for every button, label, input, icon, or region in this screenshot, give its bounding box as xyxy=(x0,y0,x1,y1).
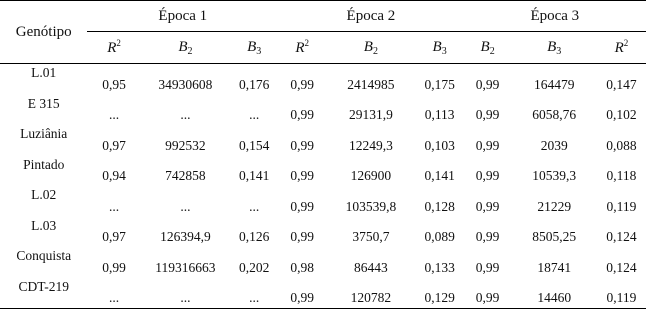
value-cell: 0,202 xyxy=(238,259,270,275)
value-cell: 164479 xyxy=(533,76,575,92)
value-cell: 3750,7 xyxy=(352,229,390,244)
value-cell: 0,118 xyxy=(606,168,637,183)
value-cell: 120782 xyxy=(326,278,416,309)
value-cell: 0,128 xyxy=(424,198,455,214)
value-cell: 0,124 xyxy=(606,259,637,275)
value-cell: 0,99 xyxy=(278,278,326,309)
genotype-cell: E 315 xyxy=(27,95,60,111)
value-cell: 0,97 xyxy=(102,229,126,244)
value-cell: 29131,9 xyxy=(348,107,393,122)
value-cell: 0,141 xyxy=(238,168,270,183)
param-header: $B_2$ xyxy=(141,32,231,64)
table-header xyxy=(0,1,646,64)
genotype-cell: Pintado xyxy=(23,156,65,172)
value-cell: ... xyxy=(249,198,260,214)
table-body xyxy=(0,64,646,309)
value-cell: ... xyxy=(180,107,191,122)
value-cell: 0,99 xyxy=(290,137,314,153)
table-row xyxy=(0,95,646,126)
value-cell: 126394,9 xyxy=(160,229,211,244)
genotype-cell: L.03 xyxy=(31,217,57,233)
value-cell: 0,089 xyxy=(424,229,455,244)
table-row xyxy=(0,278,646,309)
value-cell: 0,99 xyxy=(290,107,314,122)
value-cell: 0,99 xyxy=(464,278,512,309)
param-header: $B_2$ xyxy=(464,32,512,64)
value-cell: 992532 xyxy=(165,137,206,153)
value-cell: 0,98 xyxy=(290,259,314,275)
value-cell: 8505,25 xyxy=(532,229,577,244)
value-cell: 0,94 xyxy=(102,168,126,183)
value-cell: 103539,8 xyxy=(345,198,397,214)
value-cell: 18741 xyxy=(537,259,572,275)
value-cell: ... xyxy=(108,198,120,214)
value-cell: 0,99 xyxy=(475,168,500,183)
value-cell: 86443 xyxy=(354,259,388,275)
value-cell: 742858 xyxy=(165,168,206,183)
value-cell: 119316663 xyxy=(155,259,216,275)
value-cell: 0,141 xyxy=(424,168,455,183)
value-cell: ... xyxy=(230,278,278,309)
param-header: $R^2$ xyxy=(278,32,326,64)
value-cell: 0,99 xyxy=(290,168,314,183)
value-cell: 2414985 xyxy=(347,76,395,92)
table-row xyxy=(0,186,646,217)
value-cell: 0,113 xyxy=(424,107,455,122)
value-cell: 0,103 xyxy=(424,137,455,153)
value-cell: 0,99 xyxy=(475,107,500,122)
param-header: $B_3$ xyxy=(512,32,597,64)
value-cell: ... xyxy=(87,278,140,309)
value-cell: 0,97 xyxy=(102,137,126,153)
value-cell: 0,99 xyxy=(475,198,500,214)
value-cell: 0,175 xyxy=(424,76,455,92)
table-row xyxy=(0,217,646,248)
value-cell: 0,99 xyxy=(475,229,500,244)
value-cell: 0,99 xyxy=(290,229,314,244)
value-cell: 0,124 xyxy=(606,229,637,244)
genotype-header: Genótipo xyxy=(0,1,87,64)
value-cell: 0,102 xyxy=(606,107,637,122)
value-cell: 21229 xyxy=(537,198,572,214)
epoch-1-header: Época 1 xyxy=(87,1,278,32)
header-row-epochs xyxy=(0,1,646,32)
value-cell: 0,088 xyxy=(606,137,637,153)
value-cell: 10539,3 xyxy=(532,168,577,183)
param-header: $R^2$ xyxy=(597,32,646,64)
value-cell: 0,147 xyxy=(606,76,637,92)
value-cell: 126900 xyxy=(350,168,392,183)
epoch-2-header: Época 2 xyxy=(278,1,463,32)
value-cell: 0,99 xyxy=(475,259,500,275)
genotype-cell: Conquista xyxy=(16,248,72,263)
value-cell: ... xyxy=(141,278,231,309)
genotype-cell: Luziânia xyxy=(20,126,68,141)
value-cell: ... xyxy=(108,107,120,122)
value-cell: 0,154 xyxy=(238,137,270,153)
value-cell: 0,129 xyxy=(416,278,464,309)
value-cell: 0,99 xyxy=(102,259,126,275)
value-cell: 0,99 xyxy=(290,76,314,92)
param-header: $B_3$ xyxy=(416,32,464,64)
genotype-cell: L.01 xyxy=(31,65,57,80)
param-header: $B_2$ xyxy=(326,32,416,64)
value-cell: 12249,3 xyxy=(348,137,393,153)
value-cell: 0,133 xyxy=(424,259,455,275)
table-row xyxy=(0,247,646,278)
epoch-3-header: Época 3 xyxy=(464,1,646,32)
header-row-parameters xyxy=(0,32,646,64)
value-cell: 0,119 xyxy=(606,198,637,214)
value-cell: 0,126 xyxy=(238,229,270,244)
value-cell: 0,119 xyxy=(597,278,646,309)
value-cell: 0,99 xyxy=(475,137,500,153)
genotype-cell: L.02 xyxy=(31,187,57,202)
value-cell: 2039 xyxy=(540,137,568,153)
value-cell: 0,176 xyxy=(238,76,270,92)
table-row xyxy=(0,64,646,95)
value-cell: 0,99 xyxy=(475,76,500,92)
param-header: $R^2$ xyxy=(87,32,140,64)
value-cell: 34930608 xyxy=(158,76,213,92)
value-cell: 14460 xyxy=(512,278,597,309)
table-row xyxy=(0,156,646,187)
value-cell: ... xyxy=(180,198,191,214)
param-header: $B_3$ xyxy=(230,32,278,64)
value-cell: 0,95 xyxy=(102,76,126,92)
value-cell: ... xyxy=(249,107,260,122)
table-row xyxy=(0,125,646,156)
value-cell: 6058,76 xyxy=(532,107,577,122)
genotype-cell: CDT-219 xyxy=(0,278,87,309)
value-cell: 0,99 xyxy=(290,198,314,214)
